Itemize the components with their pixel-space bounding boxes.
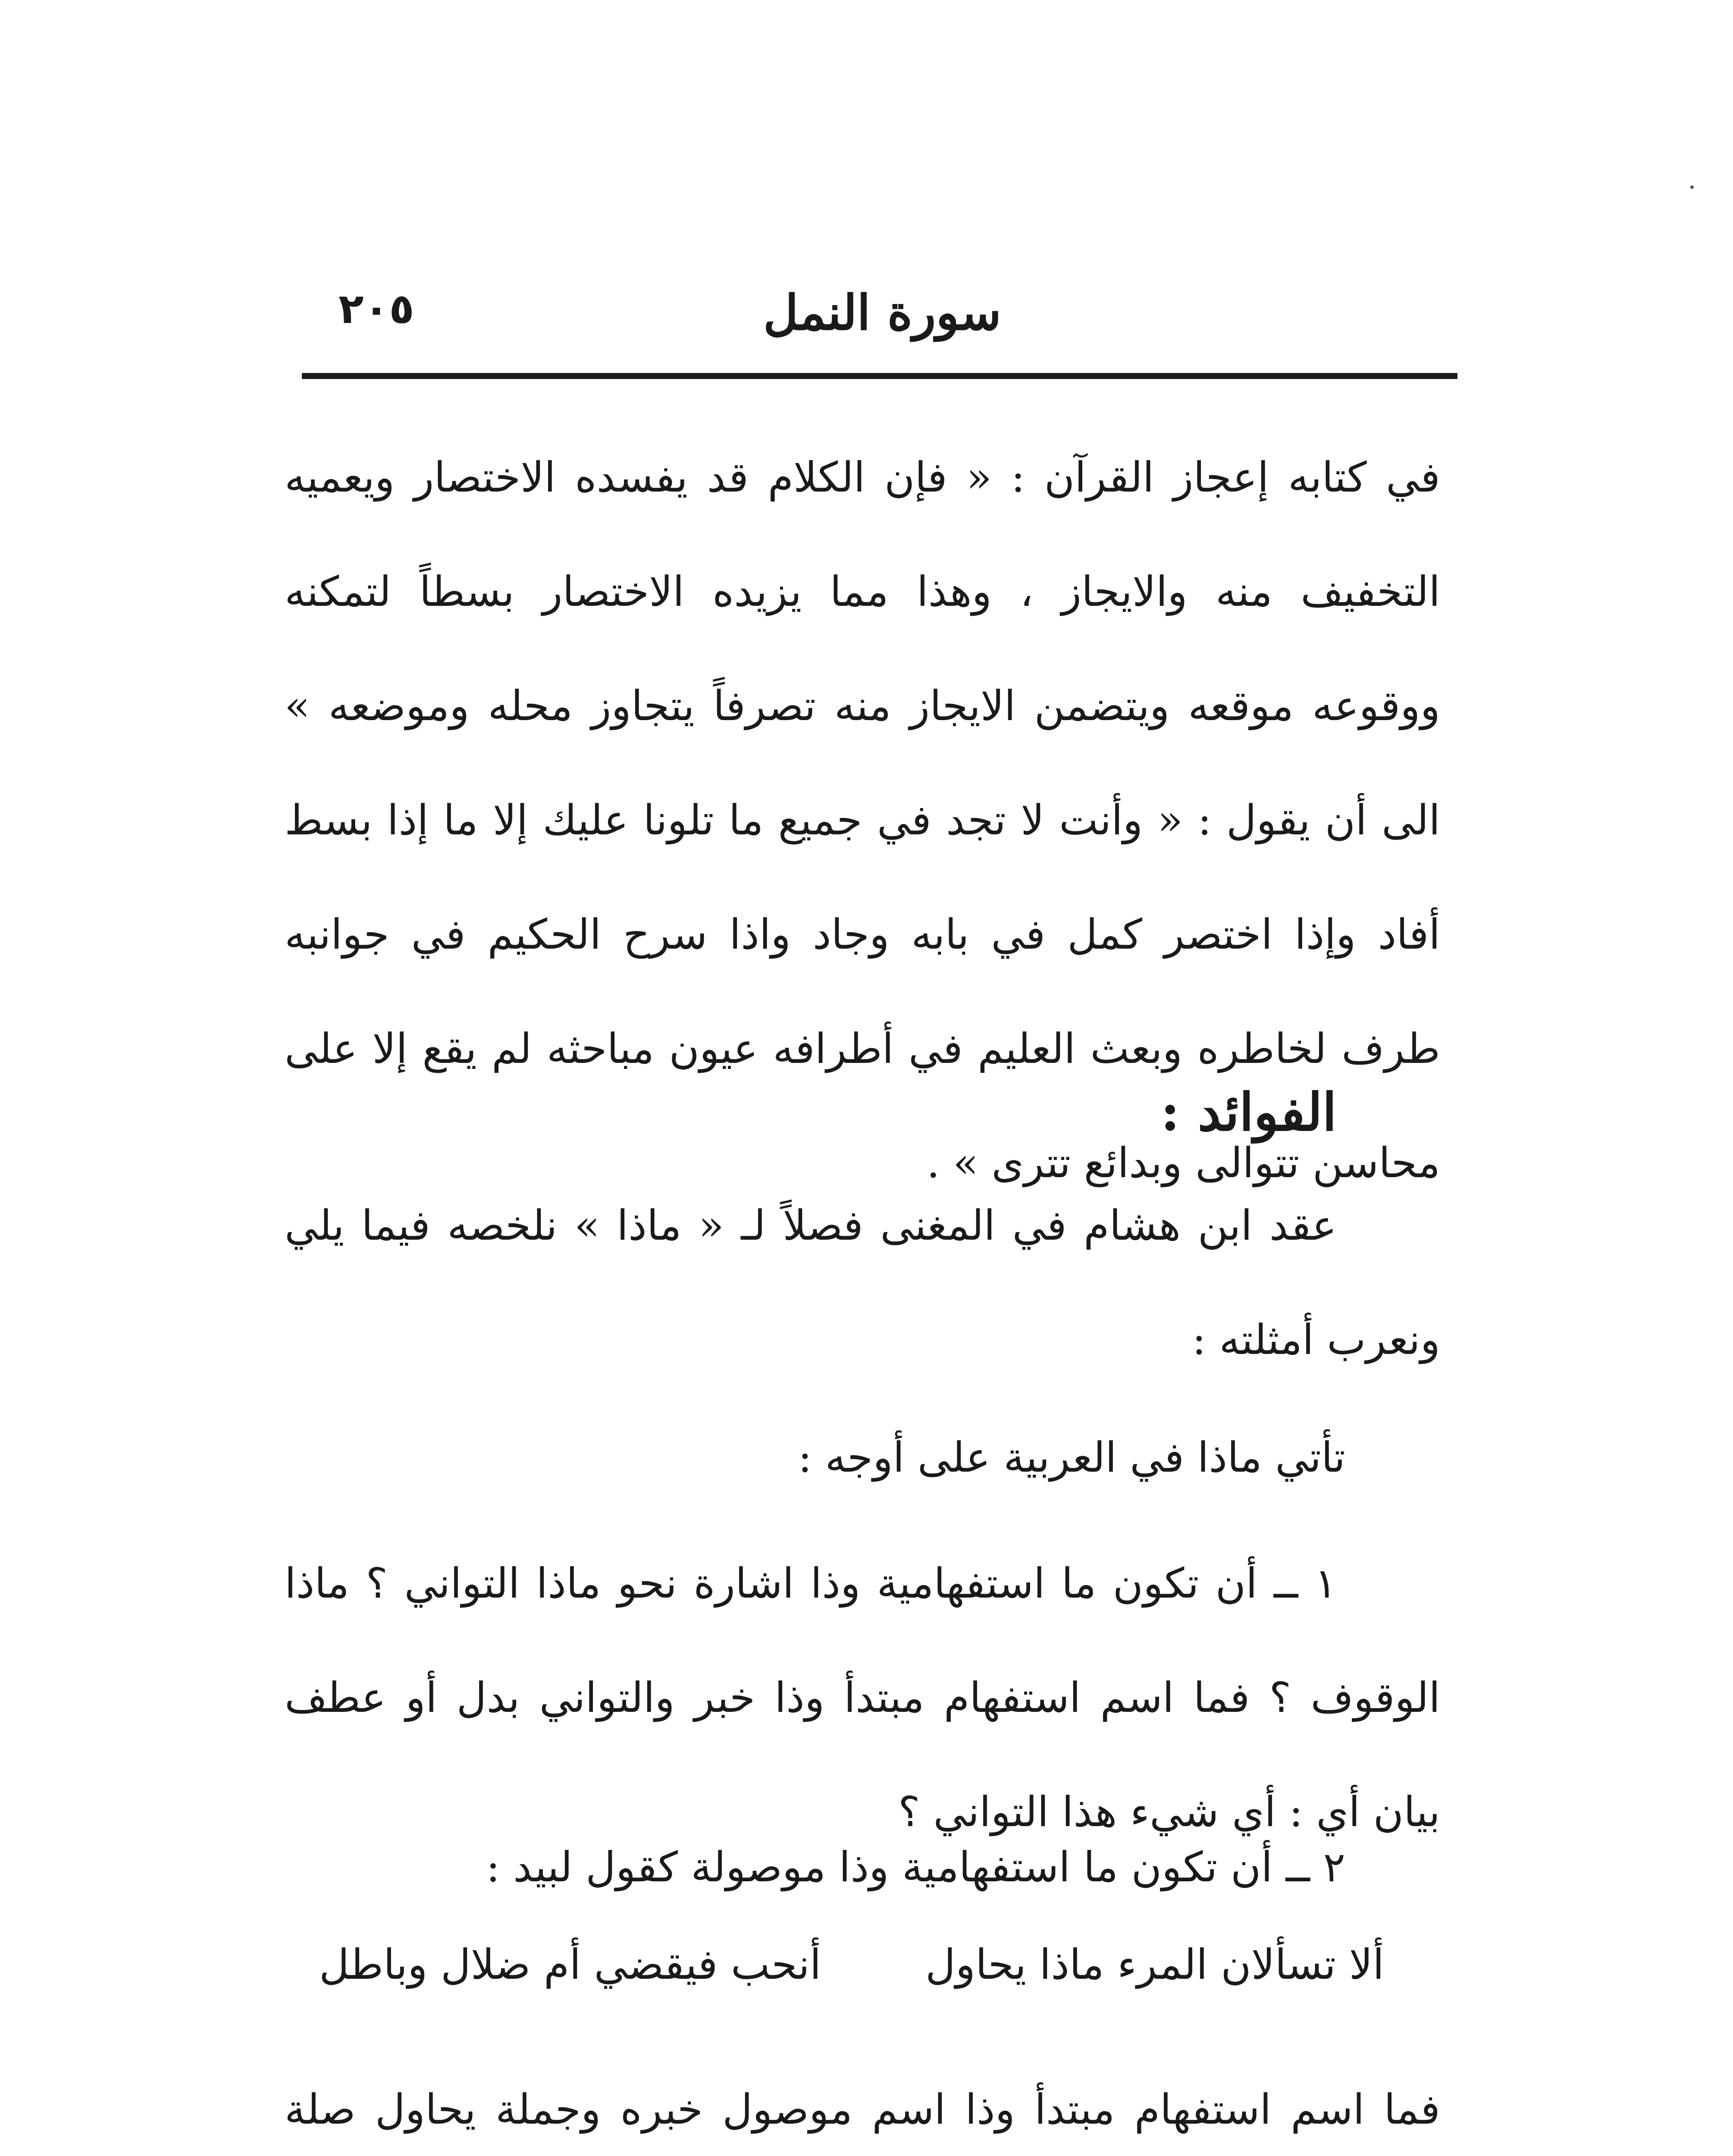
scan-speck [1690,185,1694,189]
page-header [298,267,1457,367]
paragraph-intro: عقد ابن هشام في المغنى فصلاً لـ « ماذا » نلخصه فيما يلي ونعرب أمثلته : [285,1201,1440,1364]
verse-first-hemistich: ألا تسألان المرء ماذا يحاول [925,1940,1384,1989]
section-heading: الفوائد : [1160,1082,1337,1143]
paragraph-forms-intro: تأتي ماذا في العربية على أوجه : [798,1433,1345,1482]
running-title: سورة النمل [763,285,1002,341]
paragraph-form-2: ٢ ــ أن تكون ما استفهامية وذا موصولة كقول لبيد : [486,1843,1345,1891]
paragraph-form-1: ١ ــ أن تكون ما استفهامية وذا اشارة نحو ماذا التواني ؟ ماذا الوقوف ؟ فما اسم استفهام مبتدأ وذا خبر والتواني بدل أو عطف بيان أي : أي شيء هذا التواني ؟ [285,1559,1440,1836]
header-rule [302,373,1457,379]
paragraph-quote: في كتابه إعجاز القرآن : « فإن الكلام قد يفسده الاختصار ويعميه التخفيف منه والايجاز ، وهذا مما يزيده الاختصار بسطاً لتمكنه ووقوعه موقعه ويتضمن الايجاز منه تصرفاً يتجاوز محله وموضعه » الى أن يقول : « وأنت لا تجد في جميع ما تلونا عليك إلا ما إذا بسط أفاد وإذا اختصر كمل في بابه وجاد واذا سرح الحكيم في جوانبه طرف لخاطره وبعث العليم في أطرافه عيون مباحثه لم يقع إلا على محاسن تتوالى وبدائع تترى » . [285,453,1441,1187]
verse-second-hemistich: أنحب فيقضي أم ضلال وباطل [319,1940,821,1989]
page-number: ٢٠٥ [338,285,414,333]
paragraph-analysis: فما اسم استفهام مبتدأ وذا اسم موصول خبره وجملة يحاول صلة [285,2085,1440,2134]
poetry-verse [319,1940,1384,2018]
